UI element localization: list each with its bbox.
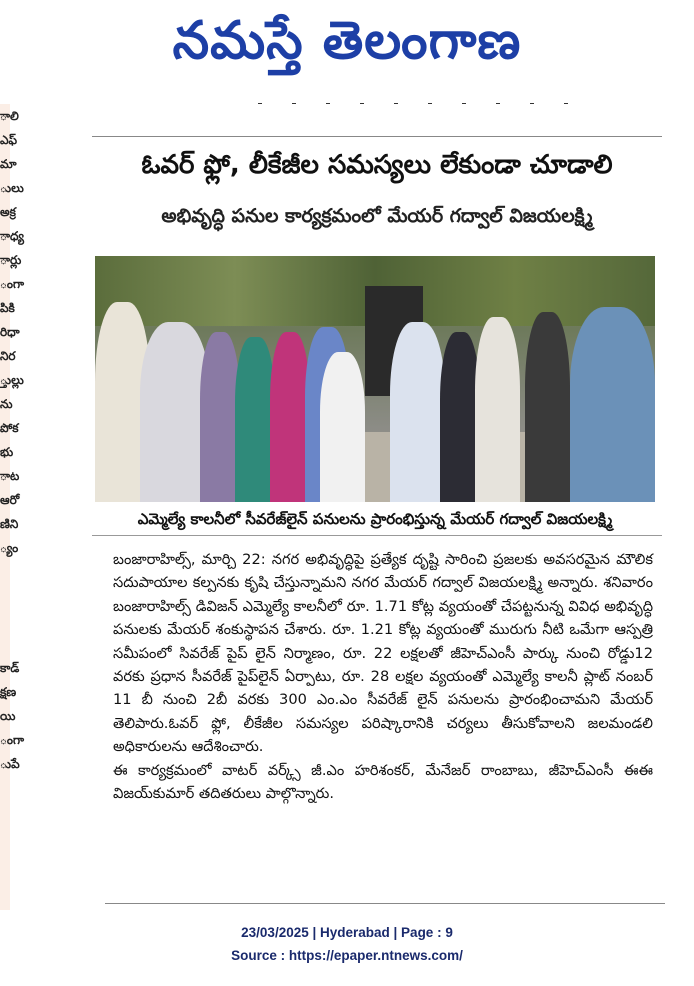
adjacent-column-line: రిధా (0, 325, 20, 339)
adjacent-column-line (0, 632, 40, 656)
adjacent-column-line: పోక (0, 421, 19, 435)
adjacent-column-line: ణిని (0, 517, 19, 531)
article-paragraph: ఈ కార్యక్రమంలో వాటర్ వర్క్స్ జీ.ఎం హరిశంకర్, మేనేజర్ రాంబాబు, జీహెచ్ఎంసీ ఈఈ విజయ్‌కుమార్ తదితరులు పాల్గొన్నారు. (113, 761, 653, 803)
adjacent-column-line: ంగా (0, 733, 25, 747)
adjacent-column-line: ఆరో (0, 493, 20, 507)
masthead-strip (258, 94, 618, 104)
adjacent-column-line (0, 584, 40, 608)
adjacent-column-line: ాలి (0, 109, 19, 123)
caption-rule (92, 535, 662, 536)
photo-caption: ఎమ్మెల్యే కాలనీలో సీవరేజ్‌లైన్ పనులను ప్రారంభిస్తున్న మేయర్ గద్వాల్ విజయలక్ష్మి (137, 510, 613, 528)
adjacent-column-line: భు (0, 445, 14, 459)
adjacent-column-line: నిర (0, 349, 16, 363)
adjacent-column-line: ులు (0, 181, 24, 195)
adjacent-column-line: మా (0, 157, 17, 171)
article-subheadline: అభివృద్ధి పనుల కార్యక్రమంలో మేయర్ గద్వాల్ విజయలక్ష్మి (161, 205, 593, 227)
adjacent-column-line: ్యం (0, 541, 19, 555)
footer-meta: 23/03/2025 | Hyderabad | Page : 9 (241, 925, 453, 940)
adjacent-column-line: అక్ర (0, 205, 16, 219)
adjacent-column-line: క్షణ (0, 685, 17, 699)
adjacent-column-line: ్తుల్లు (0, 373, 24, 387)
article-photo (95, 256, 655, 502)
footer-source: Source : https://epaper.ntnews.com/ (231, 948, 463, 963)
adjacent-column-text (0, 104, 40, 904)
article-paragraph: బంజారాహిల్స్, మార్చి 22: నగర అభివృద్ధిపై ప్రత్యేక దృష్టి సారించి ప్రజలకు అవసరమైన మౌలిక సదుపాయాల కల్పనకు కృషి చేస్తున్నామని నగర మేయర్ గద్వాల్ విజయలక్ష్మి అన్నారు. శనివారం బంజారాహిల్స్ డివిజన్ ఎమ్మెల్యే కాలనీలో రూ. 1.71 కోట్ల వ్యయంతో చేపట్టనున్న వివిధ అభివృద్ధి పనులకు మేయర్ శంకుస్థాపన చేశారు. రూ. 1.21 కోట్ల వ్యయంతో మురుగు నీటి ఒమేగా ఆస్పత్రి సమీపంలో సివరేజ్ పైప్ లైన్ నిర్మాణం, రూ. 22 లక్షలతో జీహెచ్ఎంసీ పార్కు నుంచి రోడ్డు12 వరకు ప్రధాన సీవరేజ్ పైప్‌లైన్ ఏర్పాటు, రూ. 28 లక్షల వ్యయంతో ఎమ్మెల్యే కాలనీ ప్లాట్ నంబర్ 11 బీ నుంచి 2బీ వరకు 300 ఎం.ఎం సీవరేజ్ లైన్ పనులను ప్రారంభించామని మేయర్ తెలిపారు.ఓవర్ ఫ్లో, లీకేజీల సమస్యల పరిష్కారానికి చర్యలు తీసుకోవాలని జలమండలి అధికారులను ఆదేశించారు. (113, 551, 653, 756)
adjacent-column-line: ార్లు (0, 253, 22, 267)
adjacent-column-line: ుపే (0, 757, 20, 771)
adjacent-column-line: ాధ్య (0, 229, 24, 243)
adjacent-column-line (0, 560, 40, 584)
adjacent-column-line: పికి (0, 301, 15, 315)
adjacent-column-line: ను (0, 397, 13, 411)
article-body (113, 548, 653, 805)
article-headline: ఓవర్ ఫ్లో, లీకేజీల సమస్యలు లేకుండా చూడాలి (141, 150, 613, 180)
adjacent-column-line: కాడ్ (0, 661, 20, 675)
adjacent-column-line (0, 608, 40, 632)
adjacent-column-line: ంగా (0, 277, 25, 291)
adjacent-column-line: ఎఫ్ (0, 133, 18, 147)
adjacent-column-line: ాట (0, 469, 20, 483)
adjacent-column-line: యి (0, 709, 16, 723)
top-rule (92, 136, 662, 137)
bottom-rule (105, 903, 665, 904)
masthead-title: నమస్తే తెలంగాణ (172, 10, 522, 71)
